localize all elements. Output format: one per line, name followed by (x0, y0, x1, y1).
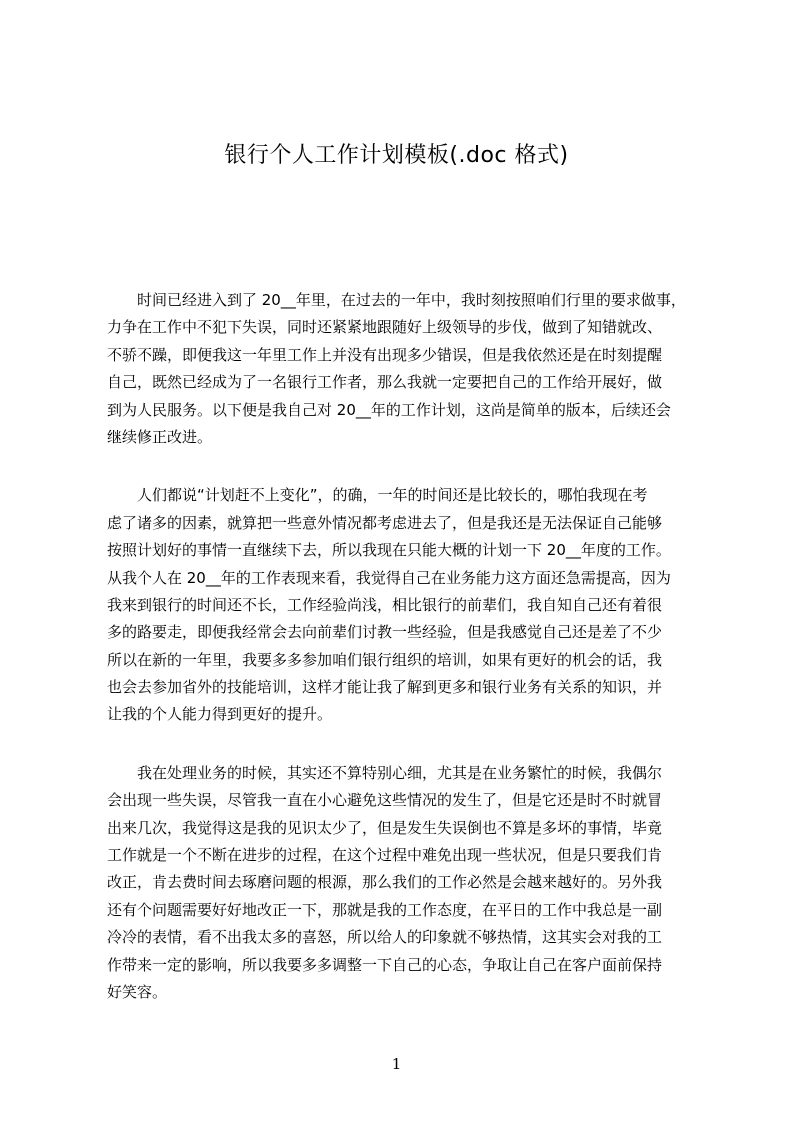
document-body (107, 287, 707, 1037)
text-line: 好笑容。 (107, 982, 168, 1001)
text-line: 继续修正改进。 (107, 427, 213, 446)
page-number: 1 (391, 1055, 402, 1073)
text-line: 我在处理业务的时候，其实还不算特别心细，尤其是在业务繁忙的时候，我偶尔 (137, 763, 663, 782)
text-line: 还有个问题需要好好地改正一下，那就是我的工作态度，在平日的工作中我总是一副 (107, 900, 663, 919)
text-line: 力争在工作中不犯下失误，同时还紧紧地跟随好上级领导的步伐，做到了知错就改、 (107, 318, 663, 337)
text-line: 从我个人在 20__年的工作表现来看，我觉得自己在业务能力这方面还急需提高，因为 (107, 568, 671, 587)
paragraph (107, 287, 707, 451)
text-line: 按照计划好的事情一直继续下去，所以我现在只能大概的计划一下 20__年度的工作。 (107, 541, 671, 560)
text-line: 不骄不躁，即便我这一年里工作上并没有出现多少错误，但是我依然还是在时刻提醒 (107, 345, 663, 364)
text-line: 自己，既然已经成为了一名银行工作者，那么我就一定要把自己的工作给开展好，做 (107, 373, 663, 392)
text-line: 所以在新的一年里，我要多多参加咱们银行组织的培训，如果有更好的机会的话，我 (107, 650, 663, 669)
text-line: 我来到银行的时间还不长，工作经验尚浅，相比银行的前辈们，我自知自己还有着很 (107, 595, 663, 614)
text-line: 到为人民服务。以下便是我自己对 20__年的工作计划，这尚是简单的版本，后续还会 (107, 400, 671, 419)
paragraph (107, 760, 707, 1007)
text-line: 改正，肯去费时间去琢磨问题的根源，那么我们的工作必然是会越来越好的。另外我 (107, 873, 663, 892)
document-title: 银行个人工作计划模板(.doc 格式) (224, 143, 569, 168)
text-line: 工作就是一个不断在进步的过程，在这个过程中难免出现一些状况，但是只要我们肯 (107, 846, 663, 865)
text-line: 也会去参加省外的技能培训，这样才能让我了解到更多和银行业务有关系的知识，并 (107, 678, 663, 697)
text-line: 多的路要走，即便我经常会去向前辈们讨教一些经验，但是我感觉自己还是差了不少 (107, 623, 663, 642)
text-line: 时间已经进入到了 20__年里，在过去的一年中，我时刻按照咱们行里的要求做事， (137, 291, 686, 309)
text-line: 作带来一定的影响，所以我要多多调整一下自己的心态，争取让自己在客户面前保持 (107, 955, 663, 974)
paragraph (107, 482, 707, 729)
text-line: 让我的个人能力得到更好的提升。 (107, 705, 333, 724)
text-line: 出来几次，我觉得这是我的见识太少了，但是发生失误倒也不算是多坏的事情，毕竟 (107, 818, 663, 837)
text-line: 冷冷的表情，看不出我太多的喜怒，所以给人的印象就不够热情，这其实会对我的工 (107, 928, 663, 947)
text-line: 会出现一些失误，尽管我一直在小心避免这些情况的发生了，但是它还是时不时就冒 (107, 791, 663, 810)
text-line: 人们都说“计划赶不上变化”，的确，一年的时间还是比较长的，哪怕我现在考 (137, 486, 648, 505)
text-line: 虑了诸多的因素，就算把一些意外情况都考虑进去了，但是我还是无法保证自己能够 (107, 513, 663, 532)
